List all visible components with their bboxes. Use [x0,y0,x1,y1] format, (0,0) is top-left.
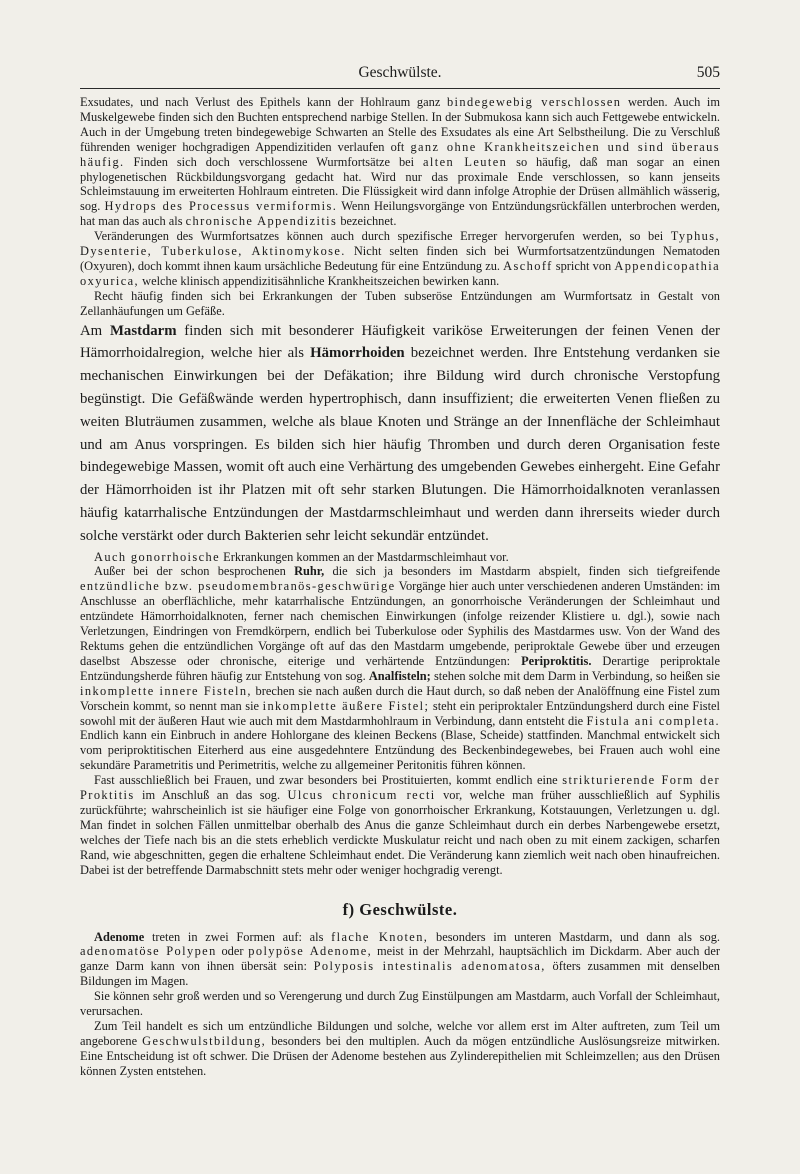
small-print-block-1 [80,95,720,319]
page-number: 505 [696,64,720,81]
paragraph-specific-pathogens: Veränderungen des Wurmfortsatzes können auch durch spezifische Erreger hervorgerufen werden, so bei Typhus, Dysenterie, Tuberkulose, Aktinomykose. Nicht selten finden sich bei Wurmfortsatzentzündungen Nematoden (Oxyuren), doch kommt ihnen kaum ursächliche Bedeutung für eine Entzündung zu. Aschoff spricht von Appendicopathia oxyurica, welche klinisch appendizitisähnliche Krankheitszeichen bewirken kann. [80,229,720,288]
paragraph-origin: Zum Teil handelt es sich um entzündliche Bildungen und solche, welche vor allem erst im Alter auftreten, zum Teil um angeborene Geschwulstbildung, besonders bei den multiplen. Auch da mögen entzündliche Auslösungsreize mitwirken. Eine Entscheidung ist oft schwer. Die Drüsen der Adenome bestehen aus Zylinderepithelien mit Schleimzellen; aus den Drüsen können Zysten entstehen. [80,1018,721,1078]
small-print-block-2 [80,550,720,878]
paragraph-tubal-inflammation: Recht häufig finden sich bei Erkrankungen der Tuben subseröse Entzündungen am Wurmfortsatz in Gestalt von Zellanhäufungen um Gefäße. [80,288,720,318]
small-print-block-3 [80,930,720,1079]
paragraph-size: Sie können sehr groß werden und so Verengerung und durch Zug Einstülpungen am Mastdarm, auch Vorfall der Schleimhaut, verursachen. [80,989,720,1019]
large-print-block [80,320,720,548]
paragraph-adenomas: Adenome treten in zwei Formen auf: als flache Knoten, besonders im unteren Mastdarm, und dann als sog. adenomatöse Polypen oder polypöse Adenome, meist in der Mehrzahl, hauptsächlich im Dickdarm. Aber auch der ganze Darm kann von ihnen übersät sein: Polyposis intestinalis adenomatosa, öfters zusammen mit denselben Bildungen im Magen. [80,929,720,989]
paragraph-stricture: Fast ausschließlich bei Frauen, und zwar besonders bei Prostituierten, kommt endlich eine strikturierende Form der Proktitis im Anschluß an das sog. Ulcus chronicum recti vor, welche man früher ausschließlich auf Syphilis zurückführte; wahrscheinlich ist sie häufiger eine Folge von gonorrhoischer Erkrankung, Kotstauungen, Verletzungen u. dgl. Man findet in solchen Fällen unmittelbar oberhalb des Anus die ganze Schleimhaut durch ein derbes Narbengewebe ersetzt, welches der Tiefe nach bis an die stets erheblich verdickte Muskulatur reicht und nach oben zu mit einem zackigen, scharfen Rand, wie abgeschnitten, gegen die erhaltene Schleimhaut endet. Die Veränderung kann ziemlich weit nach oben hinaufreichen. Dabei ist der betreffende Darmabschnitt stets mehr oder weniger hochgradig verengt. [80,773,721,877]
page-header [80,62,720,89]
paragraph-gonorrhea: Auch gonorrhoische Erkrankungen kommen an der Mastdarmschleimhaut vor. [94,549,509,564]
paragraph-hemorrhoids: Am Mastdarm finden sich mit besonderer Häufigkeit variköse Erweiterungen der feinen Venen der Hämorrhoidalregion, welche hier als Hämorrhoiden bezeichnet werden. Ihre Entstehung verdanken sie mechanischen Einwirkungen bei der Defäkation; ihre Bildung wird durch chronische Verstopfung begünstigt. Die Gefäßwände werden hypertrophisch, dann insuffizient; die erweiterten Venen fließen zu weiten Bluträumen zusammen, welche als blaue Knoten und Stränge an der Innenfläche der Schleimhaut und am Anus vorspringen. Es bilden sich hier häufig Thromben und durch deren Organisation feste bindegewebige Massen, womit oft auch eine Verhärtung des umgebenden Gewebes einhergeht. Eine Gefahr der Hämorrhoiden ist ihr Platzen mit oft sehr starken Blutungen. Die Hämorrhoidalknoten veranlassen häufig katarrhalische Entzündungen der Mastdarmschleimhaut und werden dann ihrerseits wieder durch solche verstärkt oder durch Bakterien sehr leicht sekundär entzündet. [80,322,721,544]
page-body [80,95,720,1079]
paragraph-proctitis: Außer bei der schon besprochenen Ruhr, die sich ja besonders im Mastdarm abspielt, finden sich tiefgreifende entzündliche bzw. pseudomembranös-geschwürige Vorgänge hier auch unter verschiedenen anderen Umständen: im Anschlusse an oberflächliche, mehr katarrhalische Entzündungen, an gonorrhoische Veränderungen der Schleimhaut und entzündete Hämorrhoidalknoten, ferner nach chemischen Einwirkungen (infolge reizender Klistiere u. dgl.), sowie nach Verletzungen, Eindringen von Fremdkörpern, endlich bei Tuberkulose oder Syphilis des Mastdarmes usw. Von der Wand des Rektums gehen die entzündlichen Vorgänge oft auf das den Mastdarm umgebende, periproktale Gewebe über und erzeugen daselbst Abszesse oder chronische, eiterige und verhärtende Entzündungen: Periproktitis. Derartige periproktale Entzündungsherde führen häufig zur Entstehung von sog. Analfisteln; stehen solche mit dem Darm in Verbindung, so heißen sie inkomplette innere Fisteln, brechen sie nach außen durch die Haut durch, so daß neben der Analöffnung eine Fistel zum Vorschein kommt, so nennt man sie inkomplette äußere Fistel; steht ein periproktaler Entzündungsherd durch eine Fistel sowohl mit der äußeren Haut wie auch mit dem Mastdarmhohlraum in Verbindung, dann entsteht die Fistula ani completa. Endlich kann ein Einbruch in andere Hohlorgane des kleinen Beckens (Blase, Scheide) stattfinden. Manchmal entwickelt sich vom periproktitischen Eiterherd aus eine ausgedehntere Entzündung des Beckenbindegewebes, bei Frauen auch wohl eine sekundäre Parametritis und Perimetritis, welche zu allgemeiner Peritonitis führen können. [80,564,720,773]
paragraph-appendix-healing: Exsudates, und nach Verlust des Epithels kann der Hohlraum ganz bindegewebig verschlossen werden. Auch im Muskelgewebe finden sich den Buchten entsprechend narbige Stellen. In der Submukosa kann sich auch Fettgewebe entwickeln. Auch in der Umgebung treten bindegewebige Schwarten an Stelle des Exsudates als eine Art Selbstheilung. Die zu Verschluß führenden weniger hochgradigen Appendizitiden verlaufen oft ganz ohne Krankheitszeichen und sind überaus häufig. Finden sich doch verschlossene Wurmfortsätze bei alten Leuten so häufig, daß man sogar an einen phylogenetischen Rückbildungsvorgang gedacht hat. Wird nur das proximale Ende verschlossen, so kann jenseits Schleimstauung im erweiterten Hohlraum eintreten. Die Flüssigkeit wird dann infolge Atrophie der Drüsen allmählich wässerig, sog. Hydrops des Processus vermiformis. Wenn Heilungsvorgänge von Entzündungsrückfällen unterbrochen werden, hat man das auch als chronische Appendizitis bezeichnet. [80,95,720,229]
running-title: Geschwülste. [358,64,442,81]
section-heading: f) Geschwülste. [342,899,458,919]
